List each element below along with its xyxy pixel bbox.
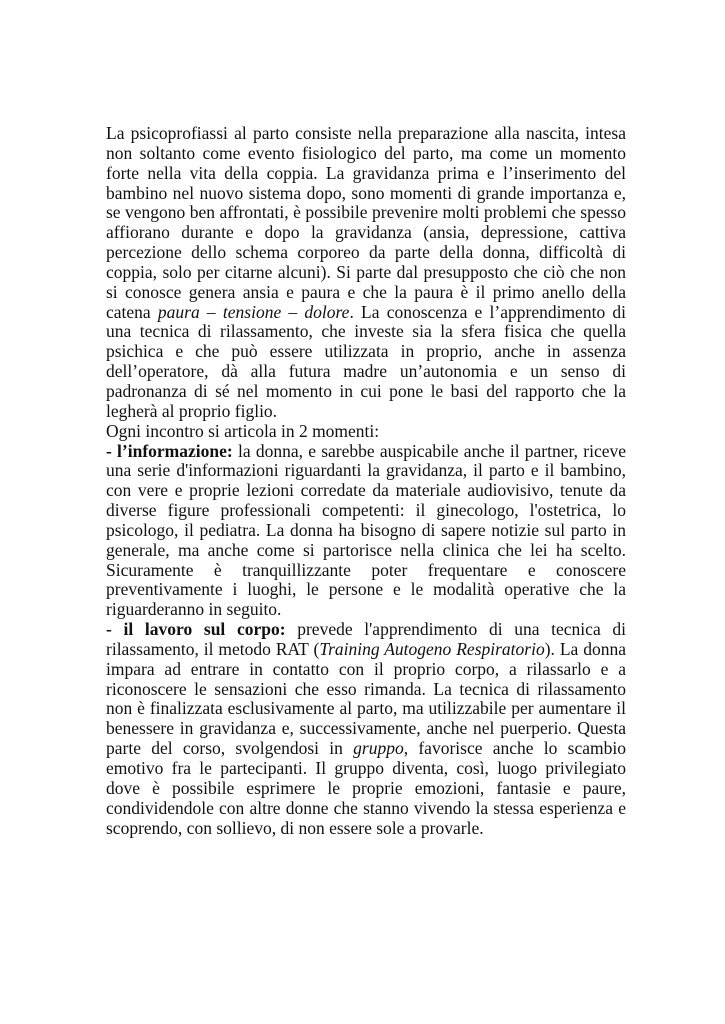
information-text: la donna, e sarebbe auspicabile anche il partner, riceve una serie d'informazioni riguardanti la gravidanza, il parto e il bambino, con vere e proprie lezioni corredate da materiale audiovisivo, tenute da diverse figure professionali competenti: il ginecologo, l'ostetrica, lo psicologo, il pediatra. La donna ha bisogno di sapere notizie sul parto in generale, ma anche come si partorisce nella clinica che lei ha scelto. Sicuramente è tranquillizzante poter frequentare e conoscere preventivamente i luoghi, le persone e le modalità operative che la riguarderanno in seguito.	[106, 440, 626, 620]
body-work-text-3: , favorisce anche lo scambio emotivo fra le partecipanti. Il gruppo diventa, così, luogo privilegiato dove è possibile esprimere le proprie emozioni, fantasie e paure, condividendole con altre donne che stanno vivendo la stessa esperienza e scoprendo, con sollievo, di non essere sole a provarle.	[106, 738, 626, 838]
body-work-italic-group: gruppo	[353, 738, 404, 759]
body-work-text-1: prevede l'apprendimento di una tecnica di rilassamento, il metodo RAT (	[106, 619, 626, 659]
information-paragraph	[106, 442, 626, 621]
document-body	[106, 124, 626, 838]
body-work-paragraph	[106, 620, 626, 838]
body-work-text-2: ). La donna impara ad entrare in contatto con il proprio corpo, a rilassarlo e a riconoscere le sensazioni che esso rimanda. La tecnica di rilassamento non è finalizzata esclusivamente al parto, ma utilizzabile per aumentare il benessere in gravidanza e, successivamente, anche nel puerperio. Questa parte del corso, svolgendosi in	[106, 638, 626, 759]
intro-paragraph	[106, 124, 626, 422]
moments-intro: Ogni incontro si articola in 2 momenti:	[106, 420, 380, 441]
information-label: - l’informazione:	[106, 440, 233, 461]
body-work-label: - il lavoro sul corpo:	[106, 619, 286, 640]
intro-text-2: . La conoscenza e l’apprendimento di una tecnica di rilassamento, che investe sia la sfera fisica che quella psichica e che può essere utilizzata in proprio, anche in assenza dell’operatore, dà alla futura madre un’autonomia e un senso di padronanza di sé nel momento in cui pone le basi del rapporto che la legherà al proprio figlio.	[106, 301, 627, 421]
intro-text-1: La psicoprofiassi al parto consiste nella preparazione alla nascita, intesa non soltanto come evento fisiologico del parto, ma come un momento forte nella vita della coppia. La gravidanza prima e l’inserimento del bambino nel nuovo sistema dopo, sono momenti di grande importanza e, se vengono ben affrontati, è possibile prevenire molti problemi che spesso affiorano durante e dopo la gravidanza (ansia, depressione, cattiva percezione dello schema corporeo da parte della donna, difficoltà di coppia, solo per citarne alcuni). Si parte dal presupposto che ciò che non si conosce genera ansia e paura e che la paura è il primo anello della catena	[106, 123, 626, 322]
intro-italic-chain: paura – tensione – dolore	[157, 301, 350, 322]
body-work-italic-rat: Training Autogeno Respiratorio	[319, 638, 545, 659]
